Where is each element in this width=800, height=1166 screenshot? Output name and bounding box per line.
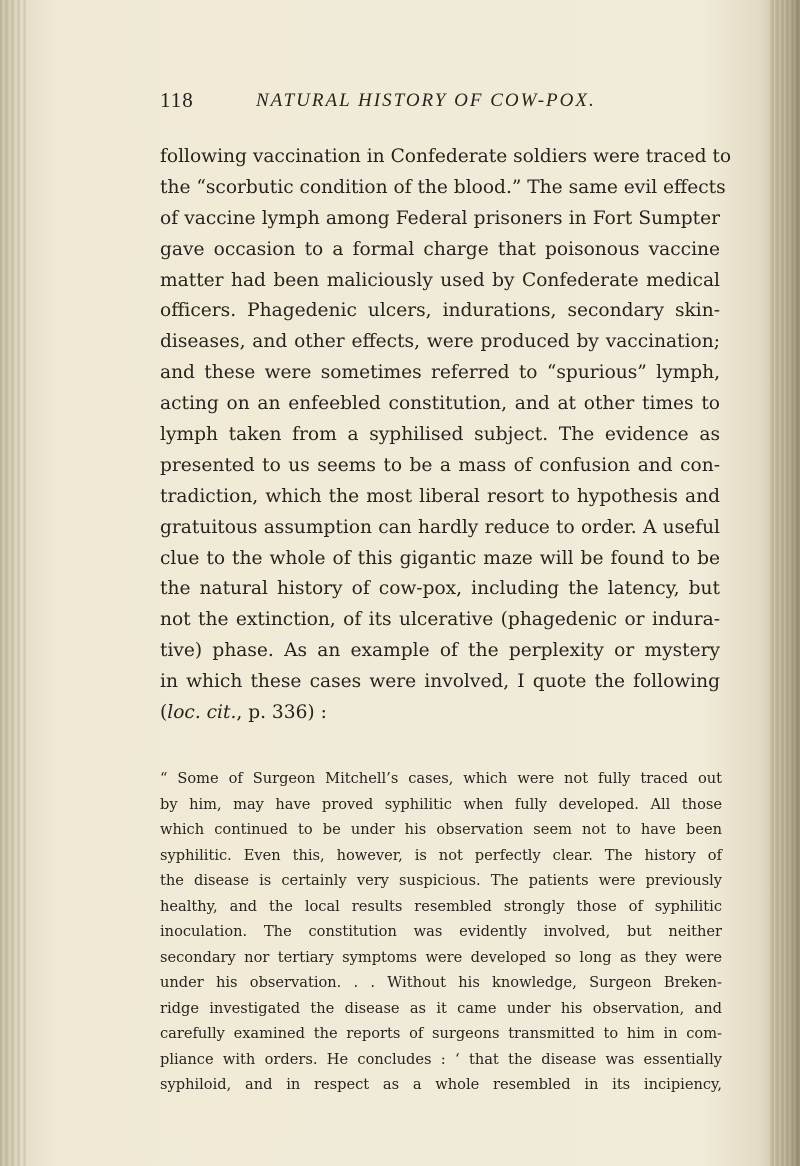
text-line: acting on an enfeebled constitution, and at other times to [160, 393, 720, 415]
page-number: 118 [160, 88, 194, 112]
citation-open: ( [160, 702, 168, 724]
text-line: gave occasion to a formal charge that poisonous vaccine [160, 238, 720, 260]
main-paragraph [160, 142, 732, 729]
text-line: of vaccine lymph among Federal prisoners in Fort Sumpter [160, 207, 720, 229]
book-binding-edge [0, 0, 26, 1166]
text-line: tradiction, which the most liberal resort to hypothesis and [160, 485, 720, 507]
text-line: gratuitous assumption can hardly reduce to order. A useful [160, 516, 720, 538]
running-title: NATURAL HISTORY OF COW-POX. [256, 90, 596, 111]
page-header [160, 88, 760, 118]
text-line: following vaccination in Confederate soldiers were traced to [160, 146, 732, 167]
page-fore-edge [770, 0, 800, 1166]
text-line: not the extinction, of its ulcerative (phagedenic or indura- [160, 609, 720, 631]
extract-line: by him, may have proved syphilitic when fully developed. All those [160, 795, 722, 813]
text-line: clue to the whole of this gigantic maze will be found to be [160, 547, 720, 569]
text-line: presented to us seems to be a mass of confusion and con- [160, 454, 720, 476]
quoted-extract [160, 766, 722, 1098]
text-line: lymph taken from a syphilised subject. The evidence as [160, 424, 720, 446]
extract-line: inoculation. The constitution was evidently involved, but neither [160, 923, 722, 940]
extract-line: carefully examined the reports of surgeons transmitted to him in com- [160, 1025, 722, 1042]
text-line: officers. Phagedenic ulcers, indurations, secondary skin- [160, 300, 720, 322]
extract-line: pliance with orders. He concludes : ‘ that the disease was essentially [160, 1050, 722, 1068]
text-line: diseases, and other effects, were produced by vaccination; [160, 331, 720, 353]
extract-line: ridge investigated the disease as it came under his observation, and [160, 999, 722, 1017]
citation-line [160, 698, 720, 729]
text-line: the “scorbutic condition of the blood.” The same evil effects [160, 176, 726, 198]
extract-line: healthy, and the local results resembled strongly those of syphilitic [160, 897, 722, 915]
text-line: in which these cases were involved, I quote the following [160, 671, 720, 693]
extract-line: which continued to be under his observation seem not to have been [160, 821, 722, 838]
extract-line: the disease is certainly very suspicious. The patients were previously [160, 872, 722, 889]
extract-line: secondary nor tertiary symptoms were developed so long as they were [160, 948, 722, 966]
extract-line: syphiloid, and in respect as a whole resembled in its incipiency, [160, 1076, 722, 1093]
text-line: the natural history of cow-pox, including the latency, but [160, 578, 720, 600]
extract-line: “ Some of Surgeon Mitchell’s cases, which were not fully traced out [160, 770, 722, 787]
citation-rest: , p. 336) : [236, 702, 327, 724]
extract-line: under his observation. . . Without his knowledge, Surgeon Breken- [160, 974, 722, 991]
extract-line: syphilitic. Even this, however, is not perfectly clear. The history of [160, 846, 722, 864]
text-line: and these were sometimes referred to “spurious” lymph, [160, 362, 720, 384]
text-line: tive) phase. As an example of the perplexity or mystery [160, 640, 720, 662]
text-line: matter had been maliciously used by Confederate medical [160, 269, 720, 291]
citation-loc: loc. cit. [167, 702, 237, 724]
